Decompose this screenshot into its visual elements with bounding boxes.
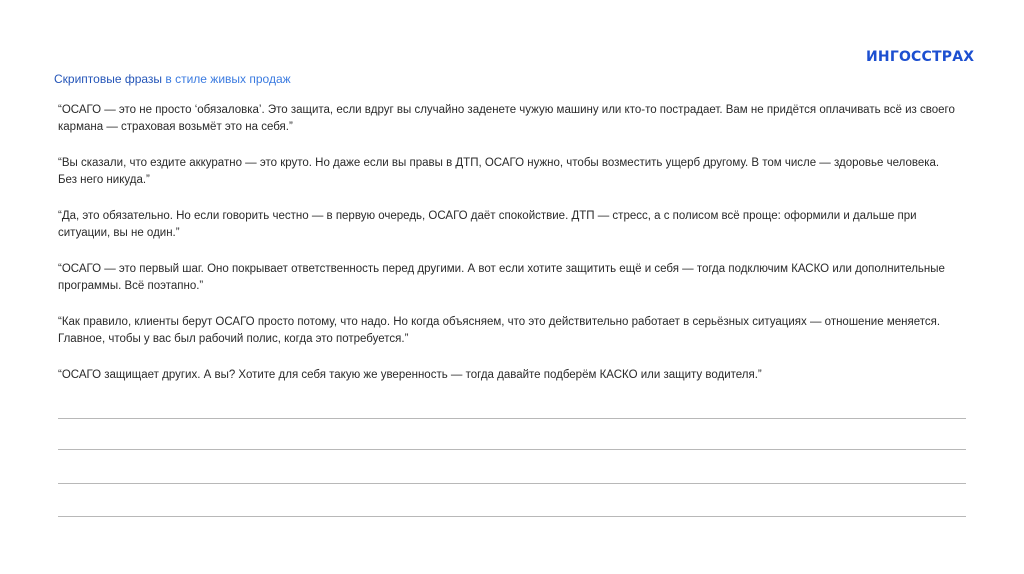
script-phrase: “ОСАГО — это не просто ‘обязаловка’. Это защита, если вдруг вы случайно заденете чужую машину или кто-то пострадает. Вам не придётся оплачивать всё из своего кармана — страховая возьмёт это на себя.”	[58, 104, 955, 133]
script-phrase: “ОСАГО защищает других. А вы? Хотите для себя такую же уверенность — тогда давайте подберём КАСКО или защиту водителя.”	[58, 369, 762, 381]
note-line-divider	[58, 418, 966, 419]
note-line-divider	[58, 516, 966, 517]
script-phrase: “ОСАГО — это первый шаг. Оно покрывает ответственность перед другими. А вот если хотите защитить ещё и себя — тогда подключим КАСКО или дополнительные программы. Всё поэтапно.”	[58, 263, 945, 292]
note-line-divider	[58, 483, 966, 484]
slide-title-main: Скриптовые фразы	[54, 72, 163, 86]
note-line-divider	[58, 449, 966, 450]
company-logo: ИНГОССТРАХ	[866, 49, 975, 65]
script-phrase: “Да, это обязательно. Но если говорить честно — в первую очередь, ОСАГО даёт спокойствие. ДТП — стресс, а с полисом всё проще: оформили и дальше при ситуации, вы не один.”	[58, 210, 917, 239]
script-phrase: “Вы сказали, что ездите аккуратно — это круто. Но даже если вы правы в ДТП, ОСАГО нужно, чтобы возместить ущерб другому. В том числе — здоровье человека. Без него никуда.”	[58, 157, 940, 186]
phrase-list	[58, 102, 958, 403]
slide-title-rest: в стиле живых продаж	[162, 72, 291, 86]
slide-title	[54, 72, 291, 86]
script-phrase: “Как правило, клиенты берут ОСАГО просто потому, что надо. Но когда объясняем, что это действительно работает в серьёзных ситуациях — отношение меняется. Главное, чтобы у вас был рабочий полис, когда это потребуется.”	[58, 316, 941, 345]
